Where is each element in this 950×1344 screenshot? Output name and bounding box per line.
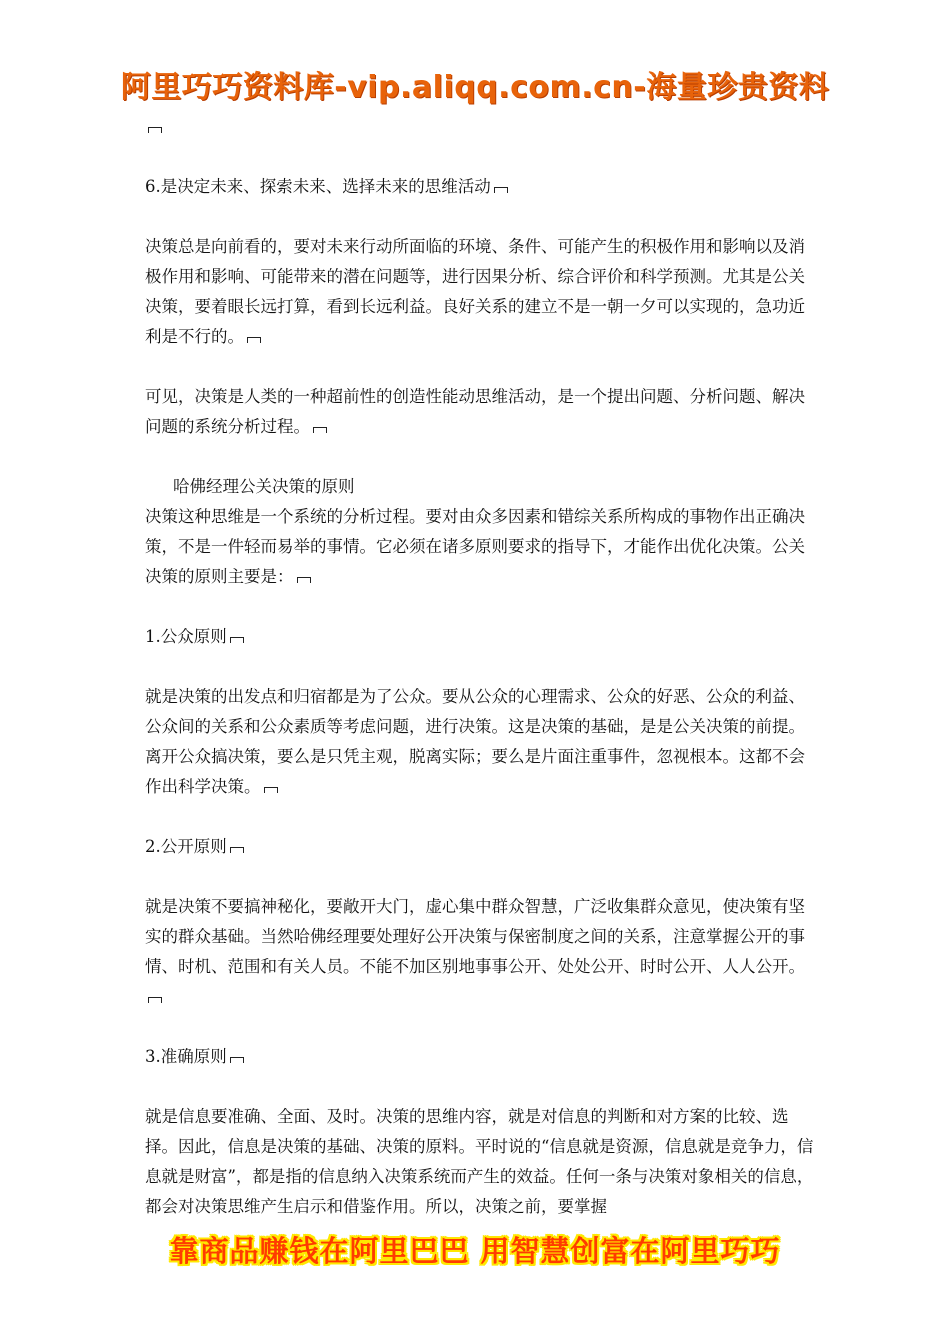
paragraph-mark-icon [313, 427, 327, 433]
empty-paragraph-mark [145, 112, 815, 142]
section-title-principles: 哈佛经理公关决策的原则 [173, 477, 355, 496]
paragraph-accuracy-principle: 就是信息要准确、全面、及时。决策的思维内容，就是对信息的判断和对方案的比较、选择。因此，信息是决策的基础、决策的原料。平时说的“信息就是资源，信息就是竞争力，信息就是财富”，都是指的信息纳入决策系统而产生的效益。任何一条与决策对象相关的信息，都会对决策思维产生启示和借鉴作用。所以，决策之前，要掌握 [145, 1107, 814, 1216]
paragraph-mark-icon [230, 1057, 244, 1063]
paragraph-mark-icon [148, 997, 162, 1003]
document-body [145, 112, 815, 1222]
paragraph-openness-principle: 就是决策不要搞神秘化，要敞开大门，虚心集中群众智慧，广泛收集群众意见，使决策有坚实的群众基础。当然哈佛经理要处理好公开决策与保密制度之间的关系，注意掌握公开的事情、时机、范围和有关人员。不能不加区别地事事公开、处处公开、时时公开、人人公开。 [145, 892, 815, 1012]
header-banner: 阿里巧巧资料库-vip.aliqq.com.cn-海量珍贵资料 [120, 70, 830, 105]
paragraph-principles-intro: 决策这种思维是一个系统的分析过程。要对由众多因素和错综关系所构成的事物作出正确决策，不是一件轻而易举的事情。它必须在诸多原则要求的指导下，才能作出优化决策。公关决策的原则主要是： [145, 507, 805, 586]
paragraph-public-principle: 就是决策的出发点和归宿都是为了公众。要从公众的心理需求、公众的好恶、公众的利益、公众间的关系和公众素质等考虑问题，进行决策。这是决策的基础，是是公关决策的前提。离开公众搞决策，要么是只凭主观，脱离实际；要么是片面注重事件，忽视根本。这都不会作出科学决策。 [145, 687, 805, 796]
principle-heading-2: 2.公开原则 [145, 832, 815, 862]
paragraph-conclusion: 可见，决策是人类的一种超前性的创造性能动思维活动，是一个提出问题、分析问题、解决问题的系统分析过程。 [145, 387, 805, 436]
paragraph-mark-icon [230, 637, 244, 643]
principle-heading-1: 1.公众原则 [145, 622, 815, 652]
paragraph-mark-icon [247, 337, 261, 343]
paragraph-mark-icon [230, 847, 244, 853]
paragraph-future-orientation: 决策总是向前看的，要对未来行动所面临的环境、条件、可能产生的积极作用和影响以及消极作用和影响、可能带来的潜在问题等，进行因果分析、综合评价和科学预测。尤其是公关决策，要着眼长远打算，看到长远利益。良好关系的建立不是一朝一夕可以实现的，急功近利是不行的。 [145, 237, 805, 346]
footer-banner: 靠商品赚钱在阿里巴巴 用智慧创富在阿里巧巧 [169, 1234, 781, 1268]
paragraph-mark-icon [297, 577, 311, 583]
principle-heading-3: 3.准确原则 [145, 1042, 815, 1072]
paragraph-mark-icon [264, 787, 278, 793]
paragraph-mark-icon [494, 187, 508, 193]
paragraph-mark-icon [148, 127, 162, 133]
section-heading-6: 6.是决定未来、探索未来、选择未来的思维活动 [145, 172, 815, 202]
